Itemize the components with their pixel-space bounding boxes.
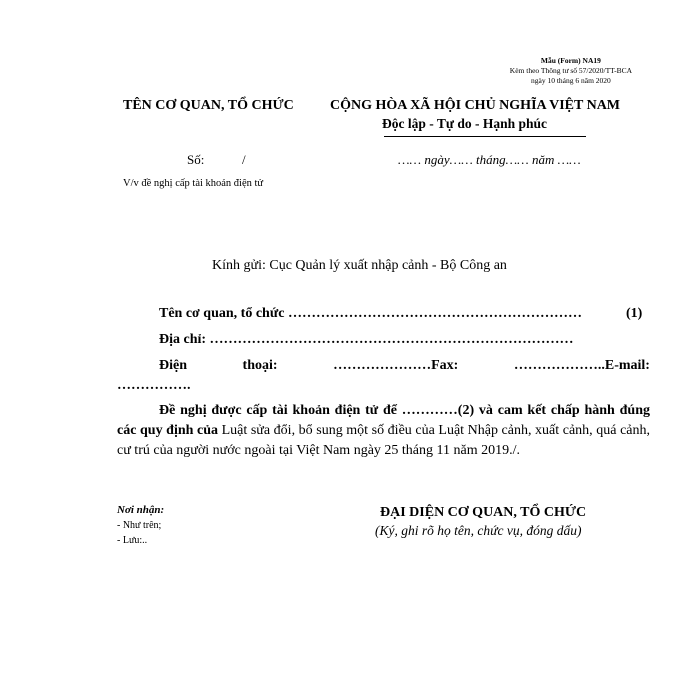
org-field: Tên cơ quan, tổ chức ……………………………………………………… xyxy=(159,306,582,321)
org-name-header: TÊN CƠ QUAN, TỔ CHỨC xyxy=(123,98,294,113)
request-paragraph xyxy=(117,401,650,461)
form-attached: Kèm theo Thông tư số 57/2020/TT-BCA xyxy=(509,66,632,75)
signature-title: ĐẠI DIỆN CƠ QUAN, TỔ CHỨC xyxy=(380,505,587,520)
date-line: …… ngày…… tháng…… năm …… xyxy=(398,152,581,167)
motto: Độc lập - Tự do - Hạnh phúc xyxy=(382,116,548,131)
addressee: Kính gửi: Cục Quản lý xuất nhập cảnh - Bộ Công an xyxy=(212,258,507,273)
request-normal: Luật sửa đổi, bổ sung một số điều của Luật Nhập cảnh, xuất cảnh, quá cảnh, cư trú của người nước ngoài tại Việt Nam ngày 25 tháng 11 năm 2019./. xyxy=(117,423,650,458)
document-number-slash: / xyxy=(242,152,246,167)
request-bold: Đề nghị được cấp tài khoản điện tử để …………(2) và cam kết chấp hành đúng các quy định của xyxy=(117,403,650,438)
phone-label-2: thoại: xyxy=(242,358,278,373)
address-field: Địa chỉ: …………………………………………………………………… xyxy=(159,332,574,347)
phone-label: Điện xyxy=(159,358,187,373)
phone-fax-field: …………………Fax: xyxy=(333,358,459,373)
recipients-label: Nơi nhận: xyxy=(117,504,165,516)
subject-line: V/v đề nghị cấp tài khoản điện tử xyxy=(123,178,264,189)
phone-fax-email-row xyxy=(159,358,650,374)
fax-email-field: ………………..E-mail: xyxy=(513,358,650,373)
recipient-item: - Như trên; xyxy=(117,520,162,531)
form-code: Mẫu (Form) NA19 xyxy=(540,56,601,65)
motto-underline xyxy=(384,136,586,137)
signature-note: (Ký, ghi rõ họ tên, chức vụ, đóng dấu) xyxy=(375,523,582,538)
org-field-note: (1) xyxy=(626,306,643,321)
email-field-continuation: ……………. xyxy=(117,378,191,393)
form-note xyxy=(510,56,632,86)
form-date: ngày 10 tháng 6 năm 2020 xyxy=(531,76,611,85)
document-number-label: Số: xyxy=(187,152,205,167)
recipient-item: - Lưu:.. xyxy=(117,535,148,546)
nation-header: CỘNG HÒA XÃ HỘI CHỦ NGHĨA VIỆT NAM xyxy=(330,98,621,113)
